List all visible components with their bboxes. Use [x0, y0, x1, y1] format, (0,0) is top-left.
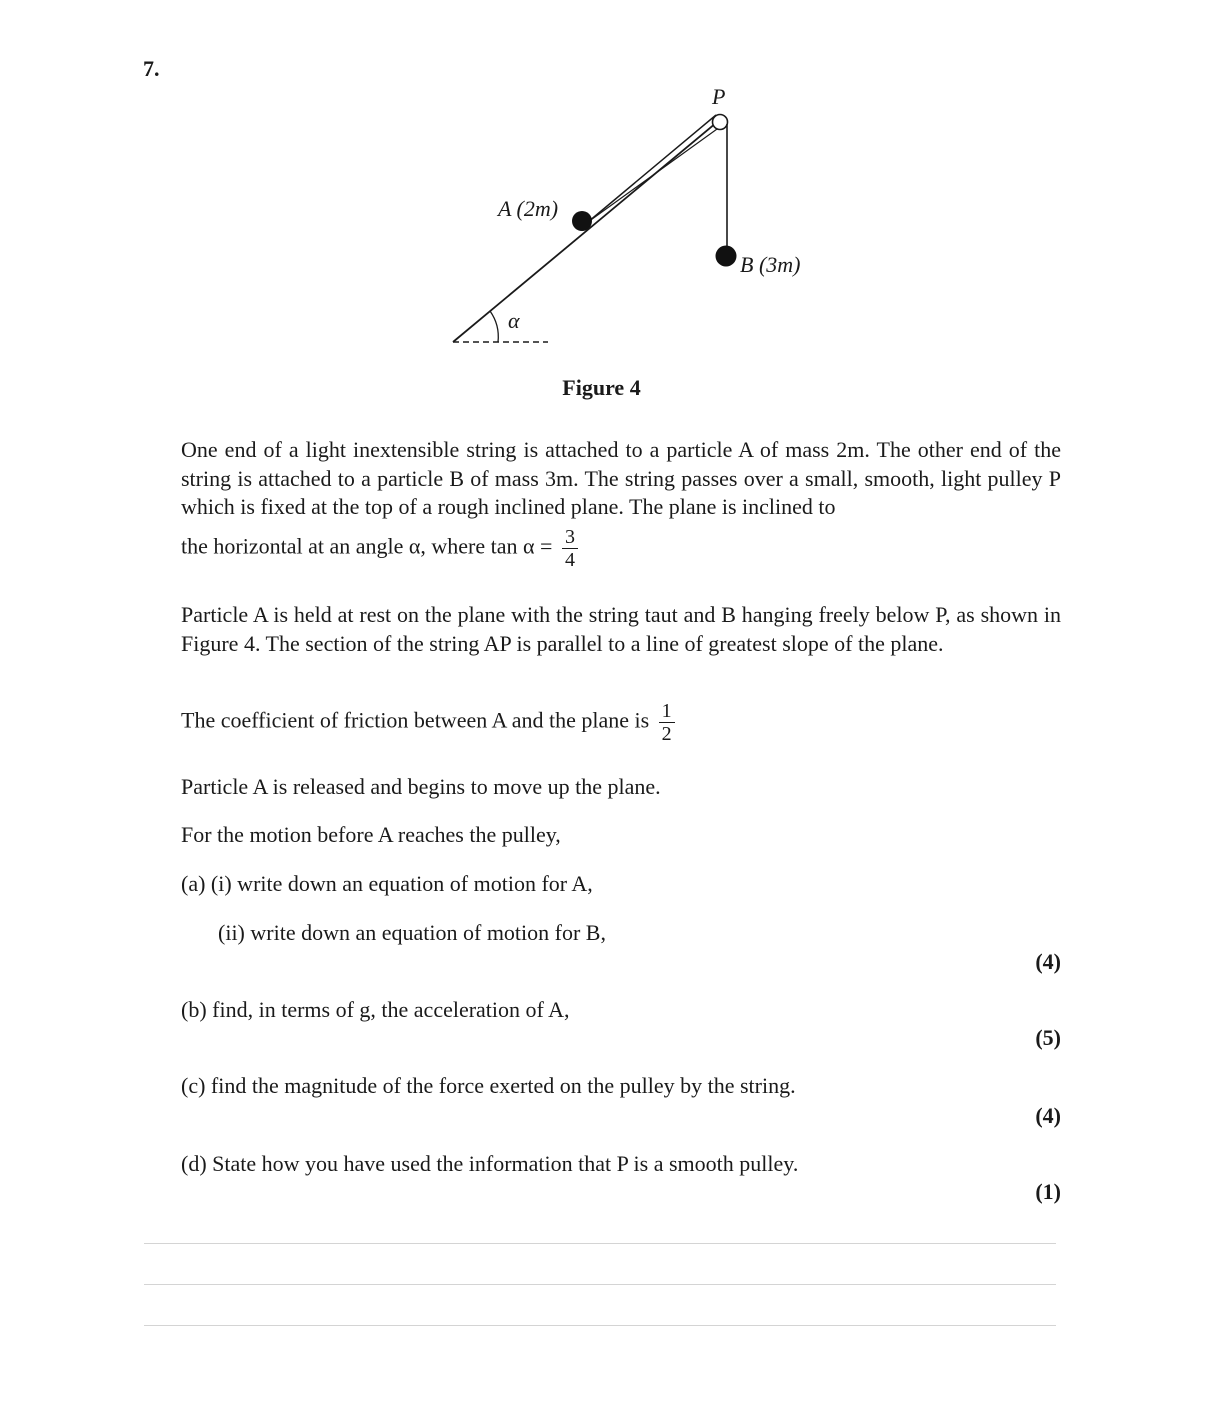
figure-caption: Figure 4	[562, 375, 641, 400]
string-ap	[588, 124, 724, 222]
part-a-i: (a) (i) write down an equation of motion for A,	[181, 871, 593, 896]
part-d: (d) State how you have used the information that P is a smooth pulley.	[181, 1151, 799, 1176]
friction-line	[181, 700, 675, 745]
tan-line	[181, 526, 578, 571]
tan-denominator: 4	[564, 549, 575, 571]
part-b: (b) find, in terms of g, the acceleration of A,	[181, 997, 570, 1022]
particle-b-label: B (3m)	[740, 252, 801, 277]
motion-intro-line: For the motion before A reaches the pulley,	[181, 822, 561, 847]
angle-arc	[490, 311, 498, 342]
tan-numerator: 3	[562, 526, 578, 549]
paragraph-held-at-rest: Particle A is held at rest on the plane with the string taut and B hanging freely below P, as shown in Figure 4. The section of the string AP is parallel to a line of greatest slope of the plane.	[181, 602, 1061, 656]
part-d-marks: (1)	[1035, 1179, 1061, 1204]
incline-surface	[453, 118, 722, 342]
inclined-plane-figure	[440, 80, 840, 360]
answer-line-3[interactable]	[144, 1325, 1056, 1326]
mu-fraction	[659, 700, 675, 745]
particle-a-label: A (2m)	[498, 196, 559, 221]
mu-numerator: 1	[659, 700, 675, 723]
friction-text: The coefficient of friction between A and the plane is	[181, 707, 650, 733]
released-line: Particle A is released and begins to move up the plane.	[181, 774, 661, 799]
part-a-marks: (4)	[1035, 949, 1061, 974]
particle-b	[716, 246, 737, 267]
tan-line-text: the horizontal at an angle α, where tan α =	[181, 533, 553, 559]
part-c-marks: (4)	[1035, 1103, 1061, 1128]
tan-fraction	[562, 526, 578, 571]
answer-line-2[interactable]	[144, 1284, 1056, 1285]
mu-denominator: 2	[661, 723, 672, 745]
part-c: (c) find the magnitude of the force exerted on the pulley by the string.	[181, 1073, 796, 1098]
angle-label: α	[508, 308, 520, 333]
part-b-marks: (5)	[1035, 1025, 1061, 1050]
incline-edge	[582, 115, 716, 227]
particle-a	[572, 211, 592, 231]
question-number: 7.	[143, 56, 160, 81]
pulley-label: P	[712, 84, 726, 109]
answer-line-1[interactable]	[144, 1243, 1056, 1244]
part-a-ii: (ii) write down an equation of motion for B,	[218, 920, 606, 945]
paragraph-setup: One end of a light inextensible string is attached to a particle A of mass 2m. The other end of the string is attached to a particle B of mass 3m. The string passes over a small, smooth, light pulley P which is fixed at the top of a rough inclined plane. The plane is inclined to	[181, 437, 1061, 519]
pulley	[713, 115, 728, 130]
